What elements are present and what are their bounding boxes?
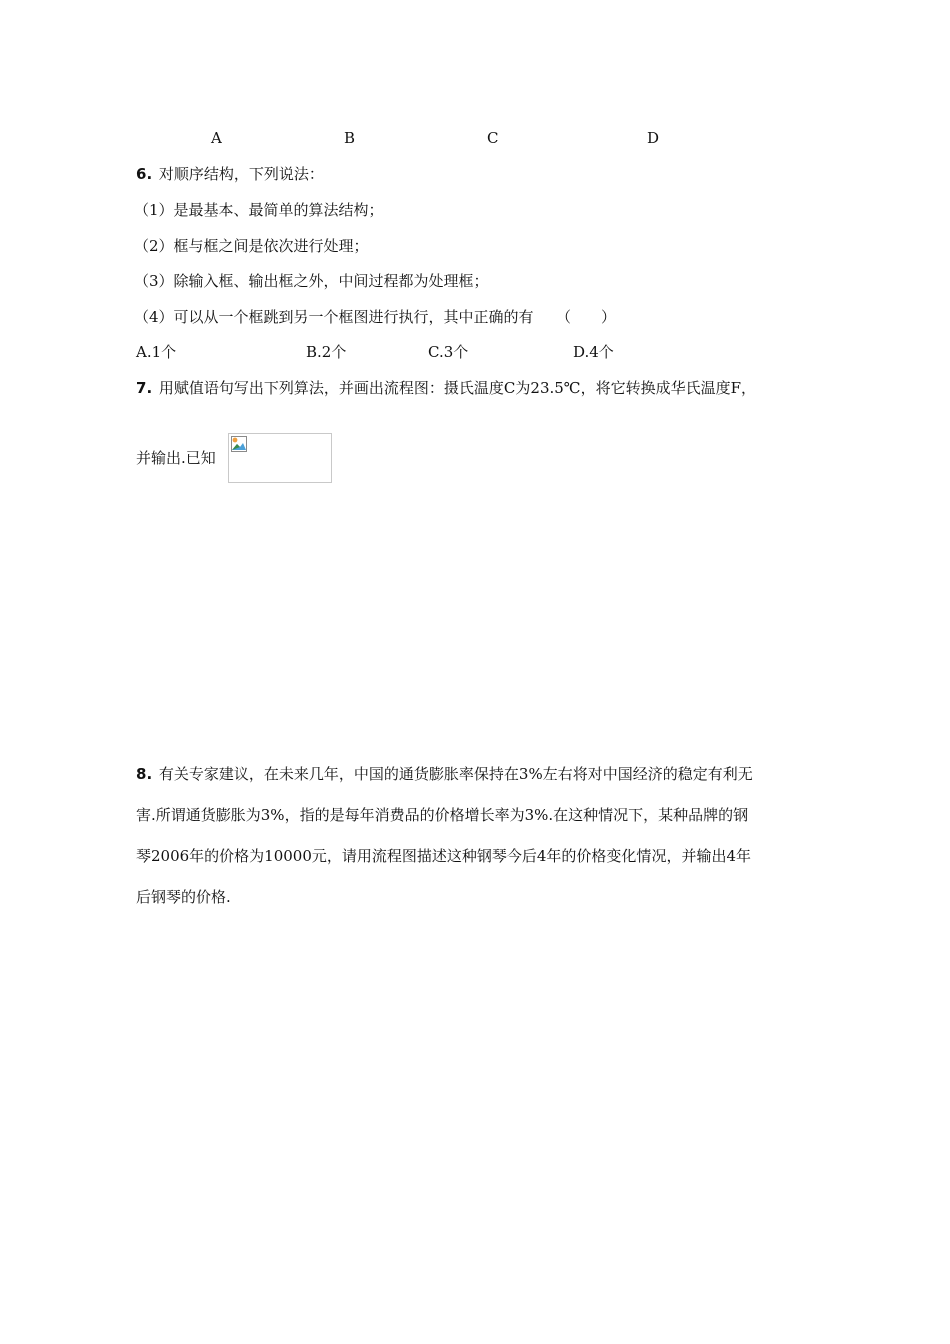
question-6-item-1: （1）是最基本、最简单的算法结构； (134, 201, 384, 219)
question-8-text-1: 有关专家建议，在未来几年，中国的通货膨胀率保持在3%左右将对中国经济的稳定有利无 (158, 765, 753, 783)
question-7-text: 用赋值语句写出下列算法，并画出流程图：摄氏温度C为23.5℃，将它转换成华氏温度F， (158, 379, 756, 397)
question-8-line-3: 琴2006年的价格为10000元，请用流程图描述这种钢琴今后4年的价格变化情况，并输出4年 (136, 847, 751, 865)
option-label-b: B (344, 129, 356, 147)
option-label-a: A (211, 129, 222, 147)
option-label-c: C (487, 129, 499, 147)
question-6-item-2: （2）框与框之间是依次进行处理； (134, 237, 369, 255)
question-6-choice-d: D.4个 (573, 343, 614, 361)
question-6-item-4: （4）可以从一个框跳到另一个框图进行执行，其中正确的有 （ ） (134, 308, 617, 326)
question-7-number: 7. (136, 379, 153, 397)
question-6-item-3: （3）除输入框、输出框之外，中间过程都为处理框； (134, 272, 489, 290)
question-6-stem (136, 164, 324, 184)
question-8-line-4: 后钢琴的价格. (136, 888, 231, 906)
question-6-number: 6. (136, 165, 153, 183)
question-8-line-2: 害.所谓通货膨胀为3%，指的是每年消费品的价格增长率为3%.在这种情况下，某种品牌的钢 (136, 806, 749, 824)
question-6-choice-c: C.3个 (428, 343, 469, 361)
question-6-choice-a: A.1个 (136, 343, 177, 361)
broken-image-icon (231, 436, 247, 452)
question-8-line-1 (136, 764, 753, 784)
option-label-d: D (647, 129, 660, 147)
question-7-line-2: 并输出.已知 (136, 449, 216, 467)
question-8-number: 8. (136, 765, 153, 783)
question-6-text: 对顺序结构，下列说法： (158, 165, 324, 183)
question-6-choice-b: B.2个 (306, 343, 347, 361)
formula-image-placeholder (228, 433, 332, 483)
question-7-line-1 (136, 378, 756, 398)
